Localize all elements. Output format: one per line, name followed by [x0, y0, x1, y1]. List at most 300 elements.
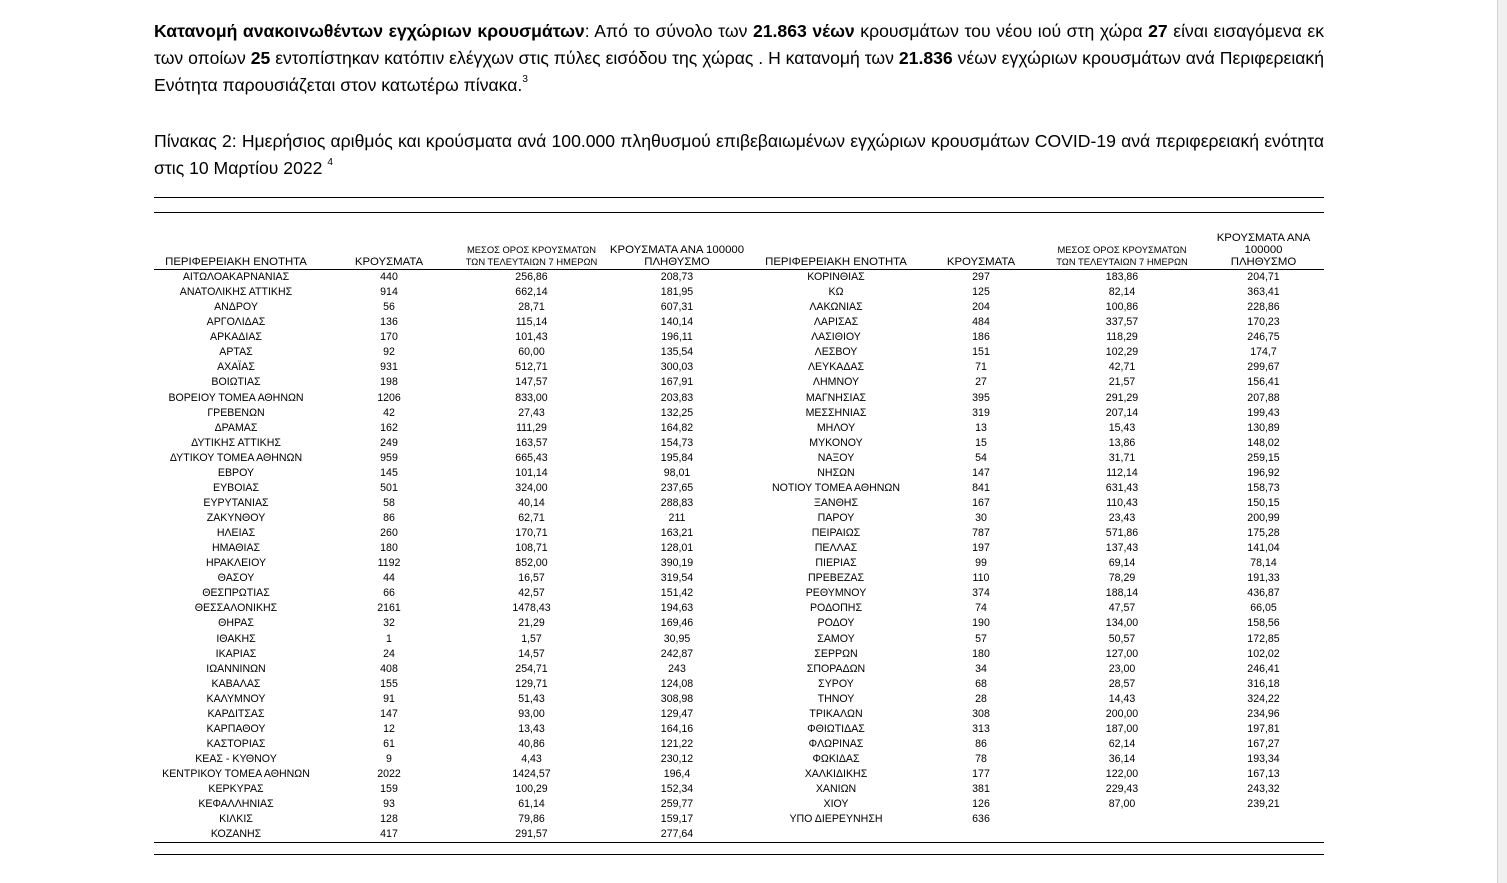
cell-avg7: 47,57: [1108, 602, 1136, 615]
table-row: [154, 812, 1324, 827]
table-row: [154, 421, 1324, 436]
cell-cases: 167: [972, 496, 990, 509]
cell-region: ΚΑΛΥΜΝΟΥ: [206, 692, 266, 705]
cell-per100k: 607,31: [660, 301, 694, 314]
cell-region: ΛΕΣΒΟΥ: [814, 346, 858, 359]
cell-avg7: 631,43: [1105, 481, 1139, 494]
cell-avg7: 188,14: [1105, 587, 1139, 600]
cell-region: ΑΡΤΑΣ: [219, 346, 253, 359]
cell-cases: 86: [975, 737, 987, 750]
intro-paragraph: [154, 18, 1324, 99]
cell-per100k: 246,75: [1247, 331, 1280, 344]
cell-per100k: 102,02: [1247, 647, 1280, 660]
cell-cases: 180: [972, 647, 990, 660]
cell-per100k: 191,33: [1247, 572, 1280, 585]
cell-cases: 71: [975, 361, 987, 374]
header-cases: ΚΡΟΥΣΜΑΤΑ: [318, 232, 460, 270]
cell-region: ΚΑΡΠΑΘΟΥ: [206, 722, 266, 735]
header-per100k: [603, 232, 751, 270]
cell-region: ΕΥΡΥΤΑΝΙΑΣ: [203, 496, 269, 509]
cell-per100k: 211: [668, 512, 686, 525]
cell-cases: 147: [972, 466, 990, 479]
cell-cases: 2161: [377, 602, 401, 615]
cell-region: ΚΕΑΣ - ΚΥΘΝΟΥ: [195, 753, 277, 766]
table-caption: [154, 128, 1324, 182]
cell-avg7: 129,71: [515, 677, 548, 690]
cell-cases: 54: [975, 451, 987, 464]
cell-region: ΠΑΡΟΥ: [817, 512, 855, 525]
intro-text: : Από το σύνολο των: [584, 21, 753, 41]
cases-table-container: [154, 232, 1324, 843]
cell-per100k: 164,82: [660, 421, 694, 434]
table-row: [154, 345, 1324, 360]
table-row: [154, 737, 1324, 752]
cell-region: ΛΑΚΩΝΙΑΣ: [809, 301, 863, 314]
table-row: [154, 315, 1324, 330]
table-row: [154, 616, 1324, 631]
cell-avg7: 163,57: [515, 436, 548, 449]
cell-per100k: 196,4: [663, 768, 691, 781]
header-avg7-line2: ΤΩΝ ΤΕΛΕΥΤΑΙΩΝ 7 ΗΜΕΡΩΝ: [465, 256, 598, 267]
cell-per100k: 390,19: [660, 557, 694, 570]
cell-cases: 170: [380, 331, 398, 344]
cell-avg7: 111,29: [516, 421, 547, 434]
cell-cases: 126: [972, 798, 990, 811]
cell-region: ΡΟΔΟΠΗΣ: [809, 602, 863, 615]
cell-cases: 44: [383, 572, 395, 585]
cell-avg7: 14,43: [1108, 692, 1136, 705]
cell-per100k: 148,02: [1247, 436, 1280, 449]
cell-per100k: 181,95: [660, 286, 694, 299]
cell-region: ΑΙΤΩΛΟΑΚΑΡΝΑΝΙΑΣ: [182, 271, 290, 284]
cell-region: ΕΥΒΟΙΑΣ: [213, 481, 259, 494]
table-header: [154, 232, 1324, 270]
cell-region: ΠΡΕΒΕΖΑΣ: [808, 572, 864, 585]
cell-cases: 249: [380, 436, 398, 449]
cell-avg7: 78,29: [1108, 572, 1136, 585]
footnote-ref-4[interactable]: 4: [327, 157, 333, 168]
table-row: [154, 270, 1324, 286]
cell-cases: 204: [972, 301, 990, 314]
cell-avg7: 207,14: [1105, 406, 1139, 419]
cell-region: ΑΝΔΡΟΥ: [214, 301, 258, 314]
cell-per100k: 246,41: [1247, 662, 1280, 675]
cell-region: ΤΡΙΚΑΛΩΝ: [809, 707, 863, 720]
table-row: [154, 511, 1324, 526]
header-avg7: [1041, 232, 1203, 270]
cell-cases: 501: [380, 481, 398, 494]
cell-region: [751, 827, 921, 843]
cell-cases: 841: [972, 481, 990, 494]
cell-region: ΖΑΚΥΝΘΟΥ: [206, 512, 266, 525]
cell-avg7: 337,57: [1105, 316, 1139, 329]
cell-per100k: 129,47: [660, 707, 694, 720]
cell-avg7: 28,57: [1108, 677, 1136, 690]
cell-cases: 42: [383, 406, 395, 419]
cell-avg7: 21,29: [518, 617, 545, 630]
cell-region: ΚΩ: [828, 286, 844, 299]
cases-table: [154, 232, 1324, 843]
cell-avg7: 512,71: [515, 361, 548, 374]
cell-region: ΠΕΙΡΑΙΩΣ: [811, 527, 861, 540]
cell-region: ΚΑΣΤΟΡΙΑΣ: [206, 737, 266, 750]
cell-avg7: 662,14: [515, 286, 548, 299]
table-row: [154, 647, 1324, 662]
cell-per100k: 204,71: [1247, 271, 1280, 284]
cell-region: ΡΟΔΟΥ: [817, 617, 855, 630]
cell-per100k: 172,85: [1247, 632, 1280, 645]
cell-per100k: 124,08: [660, 677, 694, 690]
cell-region: ΦΛΩΡΙΝΑΣ: [808, 737, 864, 750]
cell-cases: 15: [975, 436, 987, 449]
cell-cases: 99: [975, 557, 987, 570]
cell-per100k: 132,25: [660, 406, 694, 419]
cell-region: ΠΙΕΡΙΑΣ: [815, 557, 857, 570]
table-row: [154, 526, 1324, 541]
cell-per100k: 259,15: [1247, 451, 1280, 464]
cell-per100k: 175,28: [1247, 527, 1280, 540]
cell-avg7: 291,57: [460, 827, 603, 843]
cell-cases: 177: [972, 768, 990, 781]
cell-avg7: 291,29: [1105, 391, 1139, 404]
table-row: [154, 360, 1324, 375]
rule-top-2: [154, 212, 1324, 213]
cell-per100k: 243,32: [1247, 783, 1280, 796]
table-row: [154, 707, 1324, 722]
cell-cases: 395: [972, 391, 990, 404]
table-row: [154, 571, 1324, 586]
cell-per100k: 163,21: [660, 527, 694, 540]
intro-text: εντοπίστηκαν κατόπιν ελέγχων στις πύλες εισόδου της χώρας . Η κατανομή των: [270, 48, 899, 68]
header-avg7: [460, 232, 603, 270]
cell-avg7: 100,29: [515, 783, 548, 796]
table-row: [154, 391, 1324, 406]
table-row: [154, 677, 1324, 692]
cell-cases: 66: [383, 587, 395, 600]
cell-region: ΧΑΝΙΩΝ: [815, 783, 857, 796]
cell-cases: 440: [380, 271, 398, 284]
cell-region: ΥΠΟ ΔΙΕΡΕΥΝΗΣΗ: [789, 813, 883, 826]
cell-region: ΝΗΣΩΝ: [817, 466, 855, 479]
header-avg7-line1: ΜΕΣΟΣ ΟΡΟΣ ΚΡΟΥΣΜΑΤΩΝ: [466, 244, 597, 255]
cell-cases: 93: [383, 798, 395, 811]
cell-per100k: 158,56: [1247, 617, 1280, 630]
cell-avg7: 40,14: [518, 496, 545, 509]
cell-avg7: 571,86: [1105, 527, 1139, 540]
cell-region: ΝΑΞΟΥ: [817, 451, 855, 464]
cell-cases: 198: [380, 376, 398, 389]
cell-avg7: 62,14: [1108, 737, 1136, 750]
cell-avg7: 137,43: [1105, 542, 1139, 555]
table-row: [154, 722, 1324, 737]
cell-avg7: 112,14: [1106, 466, 1138, 479]
cell-cases: 1206: [377, 391, 401, 404]
cell-cases: 308: [972, 707, 990, 720]
cell-region: ΔΥΤΙΚΗΣ ΑΤΤΙΚΗΣ: [191, 436, 281, 449]
cell-per100k: 141,04: [1247, 542, 1280, 555]
cell-per100k: 243: [668, 662, 686, 675]
intro-text: νέων εγχώριων κρουσμάτων ανά Περιφερειακή Ενότητα παρουσιάζεται στον κατωτέρω πίνακα.: [154, 48, 1324, 95]
cell-cases: 484: [972, 316, 990, 329]
cell-per100k: 170,23: [1247, 316, 1280, 329]
header-per100k-line1: ΚΡΟΥΣΜΑΤΑ ΑΝΑ 100000: [1216, 232, 1311, 256]
cell-cases: 381: [972, 783, 990, 796]
cell-cases: 959: [380, 451, 398, 464]
cell-region: ΛΕΥΚΑΔΑΣ: [807, 361, 865, 374]
table-body: [154, 270, 1324, 843]
cell-per100k: 299,67: [1247, 361, 1280, 374]
cell-avg7: 61,14: [518, 798, 545, 811]
cell-cases: 125: [972, 286, 990, 299]
cell-per100k: 436,87: [1247, 587, 1280, 600]
intro-heading: Κατανομή ανακοινωθέντων εγχώριων κρουσμάτων: [154, 21, 585, 41]
header-region: ΠΕΡΙΦΕΡΕΙΑΚΗ ΕΝΟΤΗΤΑ: [751, 232, 921, 270]
cell-cases: 417: [318, 827, 460, 843]
cell-per100k: 128,01: [660, 542, 694, 555]
cell-region: ΦΘΙΩΤΙΔΑΣ: [807, 722, 865, 735]
rule-top-1: [154, 197, 1324, 198]
cell-per100k: 151,42: [660, 587, 694, 600]
cell-region: ΣΥΡΟΥ: [818, 677, 854, 690]
intro-new-cases: 21.863 νέων: [752, 21, 855, 41]
cell-per100k: 121,22: [660, 737, 694, 750]
cell-avg7: 134,00: [1105, 617, 1139, 630]
cell-region: ΗΡΑΚΛΕΙΟΥ: [205, 557, 267, 570]
intro-imported: 27: [1148, 21, 1168, 41]
cell-region: ΔΥΤΙΚΟΥ ΤΟΜΕΑ ΑΘΗΝΩΝ: [169, 451, 303, 464]
cell-per100k: 200,99: [1247, 512, 1280, 525]
cell-cases: 57: [975, 632, 987, 645]
cell-per100k: 130,89: [1247, 421, 1280, 434]
cell-cases: 136: [380, 316, 398, 329]
cell-region: ΚΑΡΔΙΤΣΑΣ: [207, 707, 265, 720]
cell-avg7: 115,14: [515, 316, 548, 329]
cell-region: ΒΟΡΕΙΟΥ ΤΟΜΕΑ ΑΘΗΝΩΝ: [168, 391, 304, 404]
cell-avg7: 27,43: [518, 406, 545, 419]
cell-per100k: 156,41: [1247, 376, 1280, 389]
cell-per100k: 237,65: [660, 481, 694, 494]
cell-cases: 12: [383, 722, 395, 735]
cell-cases: 931: [380, 361, 398, 374]
cell-avg7: 15,43: [1108, 421, 1136, 434]
cell-region: ΤΗΝΟΥ: [817, 692, 855, 705]
table-row: [154, 767, 1324, 782]
cell-cases: 28: [975, 692, 987, 705]
cell-per100k: 319,54: [660, 572, 694, 585]
cell-per100k: 158,73: [1247, 481, 1280, 494]
cell-avg7: 51,43: [518, 692, 545, 705]
cell-cases: 374: [972, 587, 990, 600]
cell-region: ΛΑΣΙΘΙΟΥ: [811, 331, 861, 344]
cell-region: ΙΚΑΡΙΑΣ: [215, 647, 257, 660]
cell-avg7: 1,57: [521, 632, 542, 645]
cell-per100k: 316,18: [1247, 677, 1280, 690]
table-row: [154, 632, 1324, 647]
cell-region: ΜΗΛΟΥ: [816, 421, 856, 434]
table-row: [154, 481, 1324, 496]
cell-avg7: 82,14: [1108, 286, 1136, 299]
cell-per100k: 363,41: [1247, 286, 1280, 299]
cell-per100k: 300,03: [660, 361, 694, 374]
cell-avg7: 16,57: [518, 572, 545, 585]
cell-cases: 319: [972, 406, 990, 419]
table-row: [154, 300, 1324, 315]
table-row: [154, 466, 1324, 481]
cell-region: ΗΜΑΘΙΑΣ: [211, 542, 261, 555]
cell-per100k: 196,11: [661, 331, 693, 344]
cell-region: ΗΛΕΙΑΣ: [216, 527, 256, 540]
cell-cases: 151: [972, 346, 990, 359]
cell-avg7: 183,86: [1105, 271, 1139, 284]
table-row: [154, 827, 1324, 843]
cell-avg7: 102,29: [1105, 346, 1139, 359]
cell-region: ΜΕΣΣΗΝΙΑΣ: [805, 406, 867, 419]
cell-avg7: 833,00: [515, 391, 548, 404]
header-per100k-line2: ΠΛΗΘΥΣΜΟ: [644, 256, 710, 268]
table-row: [154, 541, 1324, 556]
cell-cases: 145: [380, 466, 398, 479]
cell-cases: 56: [383, 301, 395, 314]
cell-per100k: 140,14: [660, 316, 694, 329]
cell-cases: 147: [380, 707, 398, 720]
cell-per100k: 154,73: [660, 436, 694, 449]
cell-cases: 1192: [377, 557, 401, 570]
cell-region: ΘΕΣΠΡΩΤΙΑΣ: [202, 587, 270, 600]
cell-avg7: 69,14: [1108, 557, 1136, 570]
cell-avg7: 200,00: [1105, 707, 1139, 720]
cell-cases: 159: [380, 783, 398, 796]
cell-avg7: 665,43: [515, 451, 548, 464]
cell-cases: 2022: [377, 768, 401, 781]
cell-per100k: [1203, 812, 1324, 827]
cell-region: ΞΑΝΘΗΣ: [813, 496, 859, 509]
header-avg7-line2: ΤΩΝ ΤΕΛΕΥΤΑΙΩΝ 7 ΗΜΕΡΩΝ: [1056, 256, 1188, 267]
cell-region: ΛΗΜΝΟΥ: [812, 376, 860, 389]
cell-cases: 58: [383, 496, 395, 509]
cell-region: ΧΑΛΚΙΔΙΚΗΣ: [804, 768, 868, 781]
cell-avg7: 31,71: [1108, 451, 1136, 464]
cell-region: ΛΑΡΙΣΑΣ: [813, 316, 859, 329]
cell-cases: 636: [972, 813, 990, 826]
cell-region: ΑΡΓΟΛΙΔΑΣ: [206, 316, 266, 329]
cell-cases: 787: [972, 527, 990, 540]
cell-region: ΒΟΙΩΤΙΑΣ: [211, 376, 261, 389]
table-row: [154, 782, 1324, 797]
cell-avg7: 147,57: [515, 376, 548, 389]
cell-cases: 190: [972, 617, 990, 630]
cell-cases: 260: [380, 527, 398, 540]
table-row: [154, 752, 1324, 767]
cell-cases: 30: [975, 512, 987, 525]
table-row: [154, 662, 1324, 677]
cell-per100k: 78,14: [1250, 557, 1277, 570]
cell-region: ΧΙΟΥ: [823, 798, 849, 811]
cell-per100k: 98,01: [663, 466, 691, 479]
cell-cases: 155: [380, 677, 398, 690]
intro-border-detected: 25: [250, 48, 271, 68]
footnote-ref-3[interactable]: 3: [522, 74, 528, 85]
cell-per100k: 194,63: [660, 602, 694, 615]
cell-cases: 24: [383, 647, 395, 660]
cell-avg7: 36,14: [1108, 753, 1136, 766]
table-row: [154, 797, 1324, 812]
cell-cases: 186: [972, 331, 990, 344]
cell-avg7: 23,43: [1108, 512, 1136, 525]
cell-cases: 408: [380, 662, 398, 675]
cell-avg7: 23,00: [1108, 662, 1136, 675]
cell-per100k: 164,16: [660, 722, 694, 735]
cell-region: ΦΩΚΙΔΑΣ: [812, 753, 860, 766]
cell-avg7: 13,86: [1108, 436, 1136, 449]
cell-per100k: 288,83: [660, 496, 694, 509]
cell-avg7: 852,00: [515, 557, 548, 570]
cell-cases: 68: [975, 677, 987, 690]
cell-cases: 13: [975, 421, 987, 434]
cell-region: ΜΑΓΝΗΣΙΑΣ: [805, 391, 867, 404]
table-row: [154, 692, 1324, 707]
table-row: [154, 556, 1324, 571]
table-row: [154, 375, 1324, 390]
window-right-edge: [1497, 0, 1507, 883]
cell-per100k: 150,15: [1247, 496, 1280, 509]
table-row: [154, 496, 1324, 511]
cell-avg7: 28,71: [518, 301, 545, 314]
cell-per100k: 167,13: [1247, 768, 1280, 781]
cell-per100k: 167,91: [660, 376, 694, 389]
cell-cases: 162: [380, 421, 398, 434]
header-per100k-line2: ΠΛΗΘΥΣΜΟ: [1230, 256, 1297, 268]
cell-cases: 34: [975, 662, 987, 675]
cell-avg7: 50,57: [1108, 632, 1136, 645]
cell-region: ΣΑΜΟΥ: [817, 632, 855, 645]
cell-per100k: 230,12: [660, 753, 694, 766]
cell-avg7: 79,86: [518, 813, 545, 826]
table-row: [154, 285, 1324, 300]
cell-cases: 74: [975, 602, 987, 615]
cell-region: ΣΕΡΡΩΝ: [814, 647, 858, 660]
cell-region: ΓΡΕΒΕΝΩΝ: [207, 406, 265, 419]
cell-cases: 297: [972, 271, 990, 284]
cell-region: ΑΧΑΪΑΣ: [217, 361, 255, 374]
cell-per100k: 277,64: [603, 827, 751, 843]
cell-region: ΚΟΡΙΝΘΙΑΣ: [807, 271, 865, 284]
cell-region: ΕΒΡΟΥ: [217, 466, 255, 479]
header-per100k: [1203, 232, 1324, 270]
cell-avg7: 1424,57: [512, 768, 551, 781]
cell-avg7: [1041, 812, 1203, 827]
cell-region: ΚΕΡΚΥΡΑΣ: [208, 783, 264, 796]
cell-per100k: 30,95: [663, 632, 691, 645]
cell-cases: 91: [383, 692, 395, 705]
cell-per100k: 228,86: [1247, 301, 1280, 314]
cell-cases: 128: [380, 813, 398, 826]
cell-avg7: 229,43: [1105, 783, 1139, 796]
table-row: [154, 406, 1324, 421]
cell-cases: 180: [380, 542, 398, 555]
cell-cases: 61: [383, 737, 395, 750]
cell-per100k: [1203, 827, 1324, 843]
cell-region: ΚΕΝΤΡΙΚΟΥ ΤΟΜΕΑ ΑΘΗΝΩΝ: [162, 768, 310, 781]
header-avg7-line1: ΜΕΣΟΣ ΟΡΟΣ ΚΡΟΥΣΜΑΤΩΝ: [1057, 244, 1187, 255]
table-row: [154, 601, 1324, 616]
cell-per100k: 199,43: [1247, 406, 1280, 419]
cell-avg7: 108,71: [515, 542, 548, 555]
cell-per100k: 234,96: [1247, 707, 1280, 720]
cell-avg7: 101,14: [515, 466, 548, 479]
header-region: ΠΕΡΙΦΕΡΕΙΑΚΗ ΕΝΟΤΗΤΑ: [154, 232, 318, 270]
cell-avg7: 42,71: [1108, 361, 1136, 374]
cell-region: ΙΘΑΚΗΣ: [216, 632, 256, 645]
